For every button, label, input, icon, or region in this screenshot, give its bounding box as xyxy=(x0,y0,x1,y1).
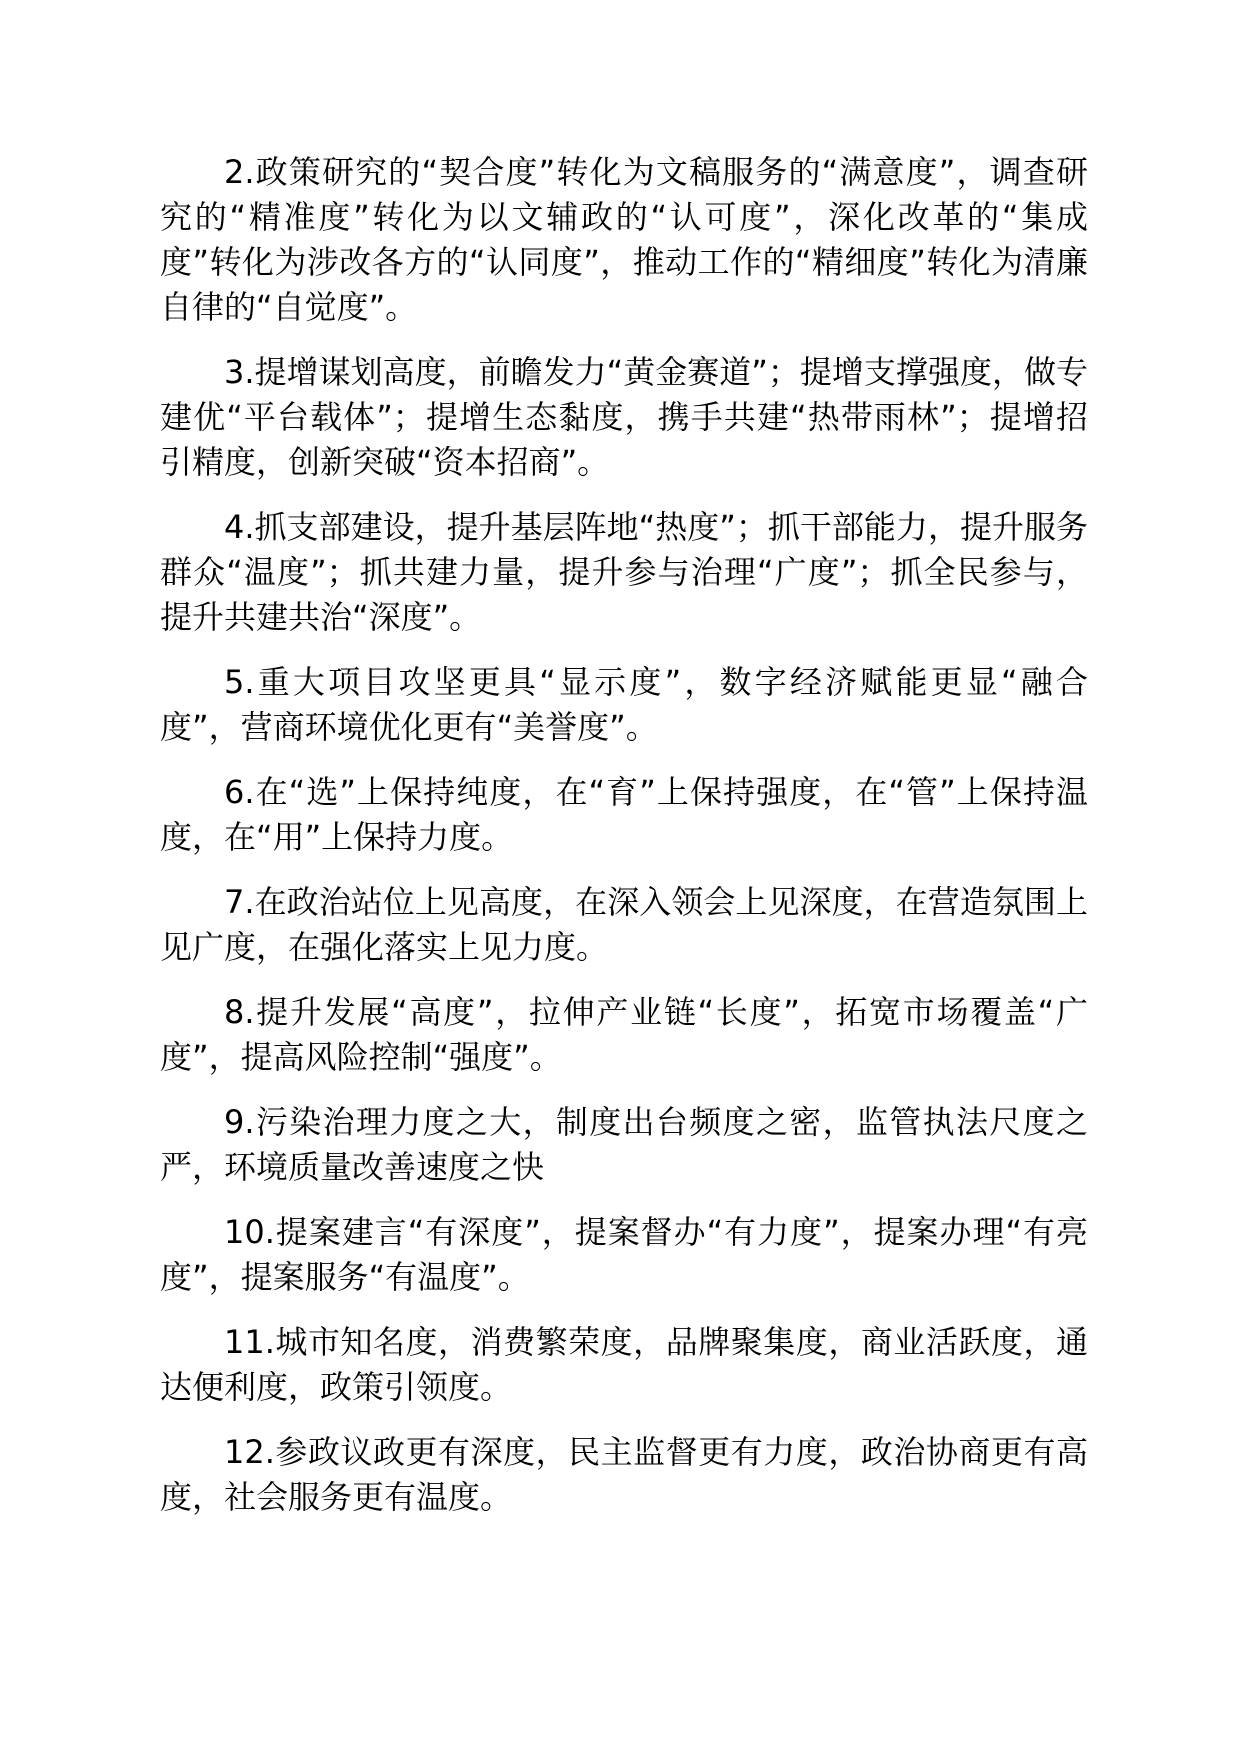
document-body xyxy=(160,150,1088,1540)
paragraph-7: 7.在政治站位上见高度，在深入领会上见深度，在营造氛围上见广度，在强化落实上见力度。 xyxy=(160,883,1088,966)
paragraph-5: 5.重大项目攻坚更具“显示度”，数字经济赋能更显“融合度”，营商环境优化更有“美誉度”。 xyxy=(160,663,1088,746)
paragraph-8: 8.提升发展“高度”，拉伸产业链“长度”，拓宽市场覆盖“广度”，提高风险控制“强度”。 xyxy=(160,993,1088,1076)
paragraph-3: 3.提增谋划高度，前瞻发力“黄金赛道”；提增支撑强度，做专建优“平台载体”；提增生态黏度，携手共建“热带雨林”；提增招引精度，创新突破“资本招商”。 xyxy=(160,353,1088,481)
paragraph-12: 12.参政议政更有深度，民主监督更有力度，政治协商更有高度，社会服务更有温度。 xyxy=(160,1433,1088,1516)
paragraph-6: 6.在“选”上保持纯度，在“育”上保持强度，在“管”上保持温度，在“用”上保持力度。 xyxy=(160,773,1088,856)
paragraph-4: 4.抓支部建设，提升基层阵地“热度”；抓干部能力，提升服务群众“温度”；抓共建力量，提升参与治理“广度”；抓全民参与，提升共建共治“深度”。 xyxy=(160,508,1088,636)
paragraph-10: 10.提案建言“有深度”，提案督办“有力度”，提案办理“有亮度”，提案服务“有温度”。 xyxy=(160,1213,1088,1296)
paragraph-11: 11.城市知名度，消费繁荣度，品牌聚集度，商业活跃度，通达便利度，政策引领度。 xyxy=(160,1323,1088,1406)
paragraph-2: 2.政策研究的“契合度”转化为文稿服务的“满意度”，调查研究的“精准度”转化为以文辅政的“认可度”，深化改革的“集成度”转化为涉改各方的“认同度”，推动工作的“精细度”转化为清廉自律的“自觉度”。 xyxy=(160,153,1088,326)
paragraph-9: 9.污染治理力度之大，制度出台频度之密，监管执法尺度之严，环境质量改善速度之快 xyxy=(160,1103,1088,1186)
